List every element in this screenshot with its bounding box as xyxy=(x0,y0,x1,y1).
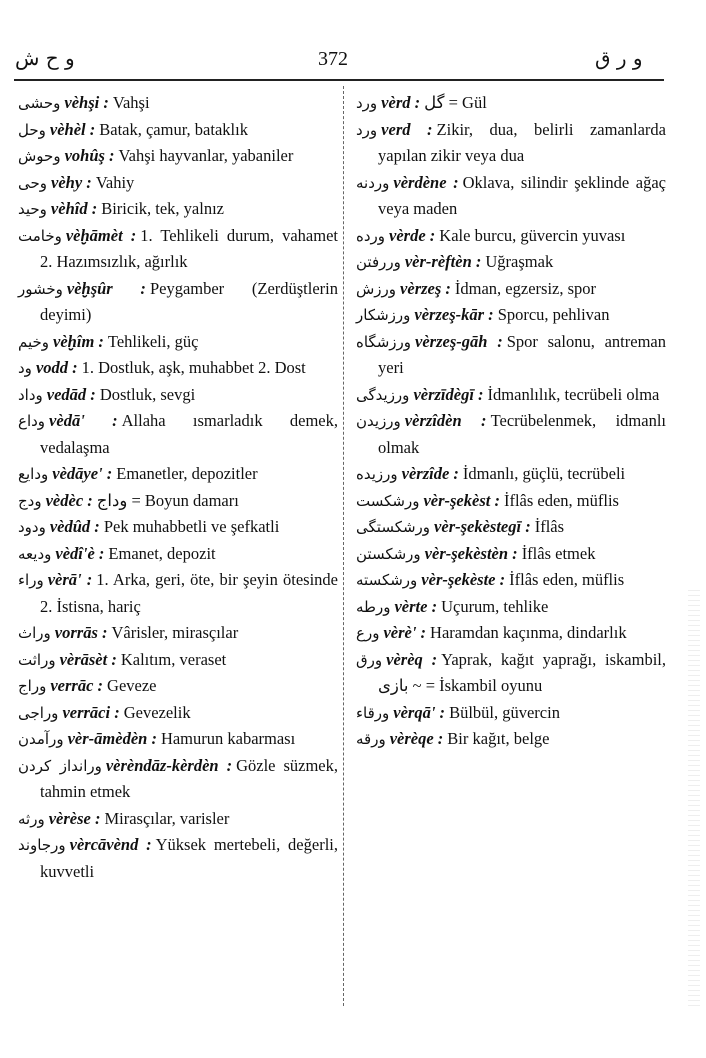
definition: Tehlikeli, güç xyxy=(107,331,199,351)
definition: Bülbül, güvercin xyxy=(449,702,560,722)
definition: Vahşi hayvanlar, yabaniler xyxy=(118,146,294,165)
arabic-headword: ورشكستگى xyxy=(356,518,431,536)
definition: Uçurum, tehlike xyxy=(441,596,549,616)
dictionary-entry xyxy=(18,196,338,223)
arabic-headword: وحيد xyxy=(18,200,47,218)
transliteration: vèrde : xyxy=(389,225,436,245)
right-column xyxy=(356,90,666,753)
arabic-headword: ورزشگاه xyxy=(356,332,412,351)
page-number: 372 xyxy=(318,48,348,70)
definition: 1. Dostluk, aşk, muhabbet 2. Dost xyxy=(81,358,306,377)
transliteration: vèr-şekèstegī : xyxy=(434,517,531,536)
transliteration: verrāc : xyxy=(50,676,104,695)
dictionary-entry xyxy=(18,726,338,753)
definition: Vahiy xyxy=(95,172,135,192)
arabic-headword: وحل xyxy=(18,120,46,139)
dictionary-entry xyxy=(18,541,338,568)
definition: گل = Gül xyxy=(424,93,487,112)
left-column xyxy=(18,90,338,885)
definition: İflâs eden, müflis xyxy=(503,490,619,510)
arabic-headword: ورد xyxy=(356,120,378,139)
arabic-headword: ورجاوند xyxy=(18,836,66,854)
arabic-headword: ورثه xyxy=(18,809,45,828)
transliteration: vèrèse : xyxy=(48,808,101,828)
transliteration: vèrqā' : xyxy=(393,702,446,722)
definition: Biricik, tek, yalnız xyxy=(101,199,225,218)
definition: Batak, çamur, bataklık xyxy=(99,119,248,139)
arabic-headword: وراء xyxy=(18,571,44,589)
definition: Haramdan kaçınma, dindarlık xyxy=(430,623,627,642)
dictionary-entry xyxy=(18,567,338,620)
transliteration: vohûş : xyxy=(64,146,115,165)
definition: Dostluk, sevgi xyxy=(99,384,196,404)
transliteration: vèr-şekèste : xyxy=(421,570,506,589)
transliteration: vèrè' : xyxy=(383,623,427,642)
transliteration: vèrzeş : xyxy=(400,278,451,298)
dictionary-entry xyxy=(18,408,338,461)
dictionary-entry xyxy=(356,276,666,303)
transliteration: vèr-şekèstèn : xyxy=(424,543,518,563)
arabic-headword: وخشور xyxy=(18,279,63,298)
transliteration: vèdèc : xyxy=(45,490,93,510)
transliteration: vèr-şekèst : xyxy=(423,490,500,510)
definition: Oklava, silindir şeklinde ağaç veya maden xyxy=(378,172,667,218)
definition: Emanet, depozit xyxy=(108,543,216,563)
arabic-headword: وخامت xyxy=(18,226,62,245)
dictionary-entry xyxy=(356,594,666,621)
definition: Vârisler, mirasçılar xyxy=(111,623,239,642)
dictionary-entry xyxy=(356,249,666,276)
arabic-headword: وراثت xyxy=(18,650,56,669)
arabic-headword: ورده xyxy=(356,226,386,245)
definition: Hamurun kabarması xyxy=(160,729,296,748)
arabic-headword: ورزيدن xyxy=(356,412,401,430)
arabic-headword: وحوش xyxy=(18,147,61,165)
dictionary-entry xyxy=(356,700,666,727)
dictionary-entry xyxy=(356,541,666,568)
transliteration: vèrzeş-kār : xyxy=(414,305,494,324)
dictionary-entry xyxy=(18,355,338,382)
definition: Gözle süzmek, tahmin etmek xyxy=(40,755,338,801)
dictionary-entry xyxy=(356,170,666,223)
dictionary-entry xyxy=(18,753,338,806)
definition: Pek muhabbetli ve şefkatli xyxy=(103,517,280,536)
dictionary-entry xyxy=(18,143,338,170)
dictionary-entry xyxy=(18,117,338,144)
definition: Tecrübelenmek, idmanlı olmak xyxy=(378,411,666,457)
transliteration: vèḫşûr : xyxy=(66,278,146,298)
dictionary-entry xyxy=(18,647,338,674)
header-right-letters: و ر ق xyxy=(595,46,643,70)
definition: Geveze xyxy=(107,676,157,695)
arabic-headword: وراث xyxy=(18,624,51,642)
column-divider xyxy=(343,86,345,1006)
dictionary-entry xyxy=(356,514,666,541)
definition: İdmanlılık, tecrübeli olma xyxy=(487,384,660,404)
transliteration: vèḫāmèt : xyxy=(65,225,137,245)
arabic-headword: وردنه xyxy=(356,173,390,192)
definition: Yüksek mertebeli, değerli, kuvvetli xyxy=(40,835,338,881)
arabic-headword: ورق xyxy=(356,650,383,669)
definition: İflâs etmek xyxy=(521,543,596,563)
dictionary-entry xyxy=(18,461,338,488)
dictionary-entry xyxy=(356,408,666,461)
transliteration: vèrzīdègī : xyxy=(413,384,484,404)
dictionary-entry xyxy=(18,329,338,356)
arabic-headword: ورشكستن xyxy=(356,544,421,563)
dictionary-entry xyxy=(18,514,338,541)
definition: Gevezelik xyxy=(123,702,191,722)
transliteration: vèrzîdèn : xyxy=(404,411,487,430)
definition: 1. Arka, geri, öte, bir şeyin ötesinde 2. İstisna, hariç xyxy=(40,570,338,616)
arabic-headword: ورانداز كردن xyxy=(18,756,102,775)
dictionary-entry xyxy=(18,170,338,197)
dictionary-entry xyxy=(18,223,338,276)
dictionary-entry xyxy=(356,647,666,700)
arabic-headword: وررفتن xyxy=(356,253,401,271)
definition: Allaha ısmarladık demek, vedalaşma xyxy=(40,411,338,457)
dictionary-entry xyxy=(356,488,666,515)
transliteration: vèr-āmèdèn : xyxy=(67,729,157,748)
transliteration: vodd : xyxy=(35,358,78,377)
dictionary-entry xyxy=(356,461,666,488)
scan-edge-noise xyxy=(688,590,700,1010)
definition: Spor salonu, antreman yeri xyxy=(378,331,666,377)
dictionary-entry xyxy=(356,726,666,753)
transliteration: vèrd : xyxy=(381,93,421,112)
transliteration: vèhèl : xyxy=(49,119,96,139)
arabic-headword: ورزش xyxy=(356,279,397,298)
definition: İflâs xyxy=(534,517,565,536)
transliteration: vèrzeş-gāh : xyxy=(415,331,503,351)
dictionary-entry xyxy=(18,90,338,117)
definition: Kalıtım, veraset xyxy=(120,649,227,669)
arabic-headword: ود xyxy=(18,359,32,377)
transliteration: vèdā' : xyxy=(49,411,118,430)
definition: İflâs eden, müflis xyxy=(509,570,625,589)
arabic-headword: ورآمدن xyxy=(18,730,64,748)
arabic-headword: ورزيدگى xyxy=(356,385,410,404)
dictionary-entry xyxy=(18,276,338,329)
definition: İdmanlı, güçlü, tecrübeli xyxy=(462,464,626,483)
arabic-headword: ورقه xyxy=(356,730,386,748)
arabic-headword: وديعه xyxy=(18,544,52,563)
transliteration: vèḫîm : xyxy=(53,331,104,351)
transliteration: vèdûd : xyxy=(49,517,100,536)
transliteration: vèrzîde : xyxy=(401,464,459,483)
arabic-headword: وحى xyxy=(18,173,48,192)
transliteration: vèhşi : xyxy=(64,93,109,112)
transliteration: vèrāsèt : xyxy=(59,649,117,669)
definition: Sporcu, pehlivan xyxy=(497,305,610,324)
transliteration: vèrte : xyxy=(394,596,438,616)
transliteration: vorrās : xyxy=(54,623,108,642)
arabic-headword: ورد xyxy=(356,94,378,112)
transliteration: vèhy : xyxy=(51,172,92,192)
arabic-headword: وراج xyxy=(18,677,47,695)
arabic-headword: وداد xyxy=(18,385,43,404)
dictionary-entry xyxy=(356,329,666,382)
transliteration: vèrèqe : xyxy=(389,729,444,748)
definition: Uğraşmak xyxy=(485,252,554,271)
arabic-headword: ورزشكار xyxy=(356,306,411,324)
definition: Bir kağıt, belge xyxy=(447,729,550,748)
arabic-headword: ورطه xyxy=(356,597,391,616)
transliteration: vèrdène : xyxy=(393,172,459,192)
definition: Kale burcu, güvercin yuvası xyxy=(439,225,626,245)
arabic-headword: وداع xyxy=(18,412,46,430)
dictionary-entry xyxy=(18,620,338,647)
arabic-headword: ورشكسته xyxy=(356,571,418,589)
page-header xyxy=(0,40,706,80)
dictionary-entry xyxy=(18,488,338,515)
dictionary-entry xyxy=(18,700,338,727)
arabic-headword: ورع xyxy=(356,624,380,642)
definition: Yaprak, kağıt yaprağı, iskambil, بازى ~ = İskambil oyunu xyxy=(378,649,666,695)
arabic-headword: وراجى xyxy=(18,703,59,722)
transliteration: vedād : xyxy=(46,384,96,404)
arabic-headword: ورشكست xyxy=(356,491,420,510)
dictionary-entry xyxy=(356,382,666,409)
transliteration: vèrèndāz-kèrdèn : xyxy=(105,755,233,775)
definition: Zikir, dua, belirli zamanlarda yapılan zikir veya dua xyxy=(378,119,666,165)
transliteration: vèr-rèftèn : xyxy=(404,252,482,271)
definition: Mirasçılar, varisler xyxy=(104,808,230,828)
dictionary-entry xyxy=(356,223,666,250)
header-left-letters: و ح ش xyxy=(15,46,75,70)
arabic-headword: وخيم xyxy=(18,332,50,351)
arabic-headword: ودود xyxy=(18,518,46,536)
definition: وداج = Boyun damarı xyxy=(96,490,239,510)
transliteration: vèdî'è : xyxy=(55,543,105,563)
transliteration: vèhîd : xyxy=(50,199,98,218)
definition: Emanetler, depozitler xyxy=(116,464,258,483)
arabic-headword: ورقاء xyxy=(356,703,390,722)
arabic-headword: وحشى xyxy=(18,94,61,112)
dictionary-entry xyxy=(18,673,338,700)
arabic-headword: ودج xyxy=(18,491,42,510)
definition: Vahşi xyxy=(112,93,150,112)
transliteration: vèrā' : xyxy=(47,570,93,589)
dictionary-entry xyxy=(356,117,666,170)
header-rule xyxy=(14,79,664,81)
definition: İdman, egzersiz, spor xyxy=(454,278,597,298)
transliteration: verrāci : xyxy=(62,702,120,722)
arabic-headword: ورزيده xyxy=(356,465,398,483)
transliteration: verd : xyxy=(381,119,433,139)
dictionary-entry xyxy=(356,302,666,329)
dictionary-entry xyxy=(356,90,666,117)
dictionary-entry xyxy=(18,806,338,833)
transliteration: vèrcāvènd : xyxy=(69,835,152,854)
definition: 1. Tehlikeli durum, vahamet 2. Hazımsızlık, ağırlık xyxy=(40,225,338,271)
dictionary-entry xyxy=(356,567,666,594)
dictionary-entry xyxy=(18,832,338,885)
dictionary-entry xyxy=(18,382,338,409)
arabic-headword: ودايع xyxy=(18,465,49,483)
transliteration: vèdāye' : xyxy=(52,464,113,483)
definition: Peygamber (Zerdüştlerin deyimi) xyxy=(40,278,338,324)
dictionary-entry xyxy=(356,620,666,647)
transliteration: vèrèq : xyxy=(386,649,438,669)
